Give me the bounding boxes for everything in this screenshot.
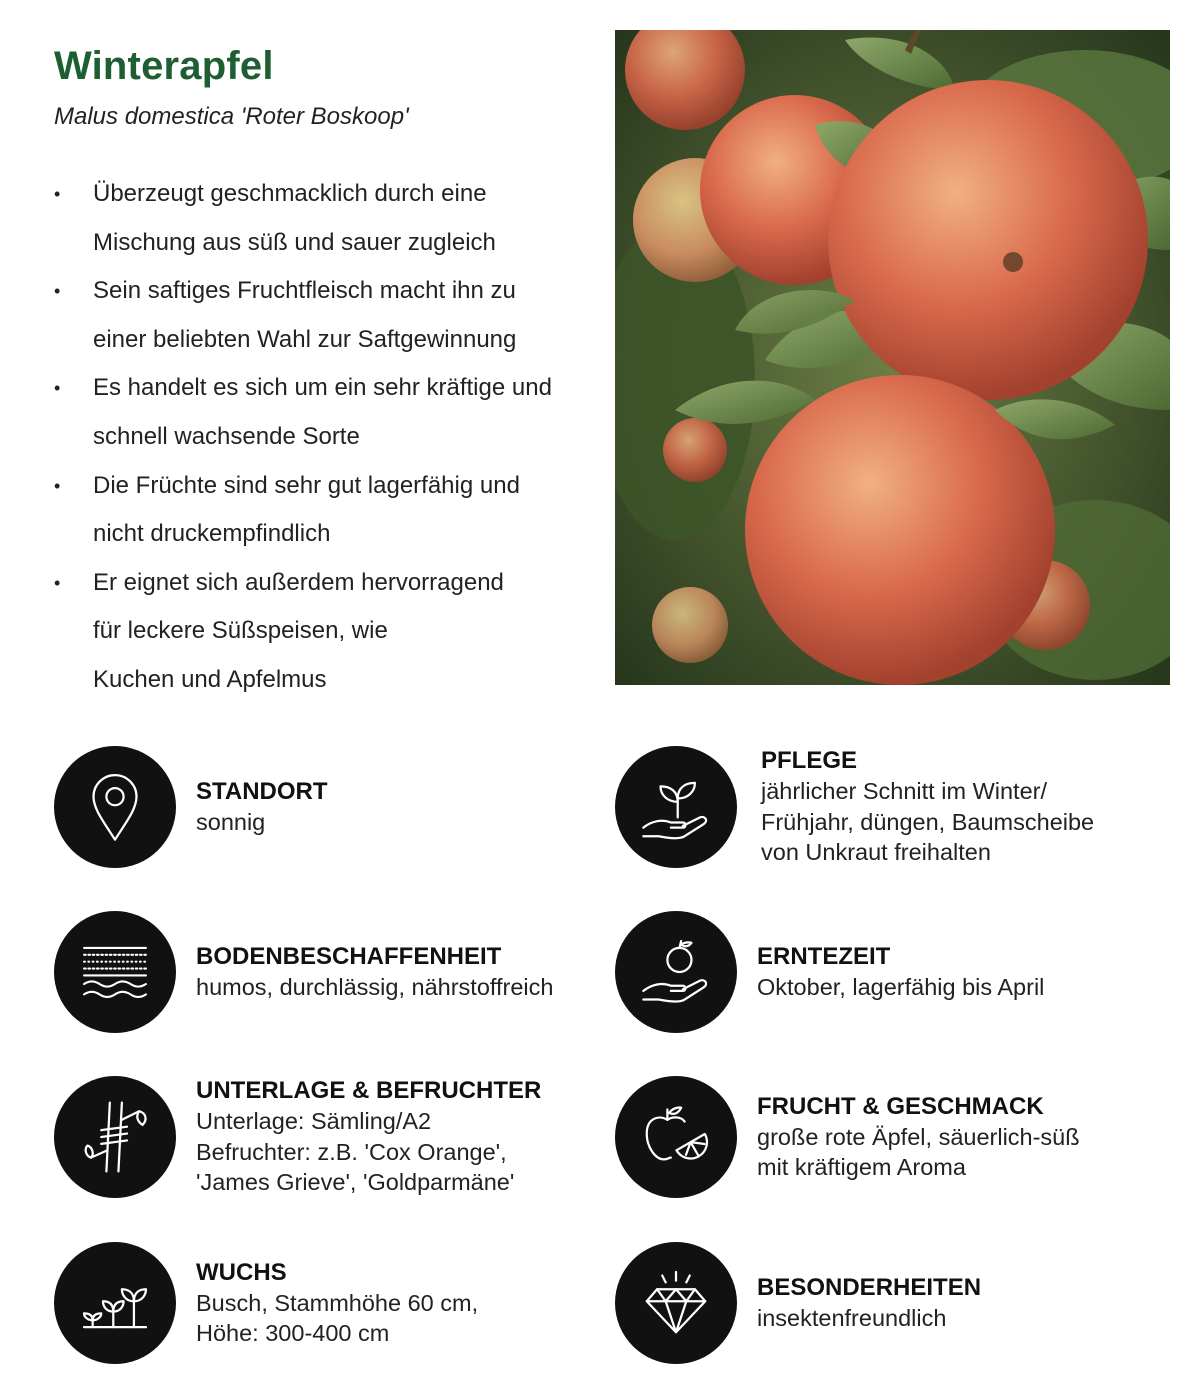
apple-orange-icon: [615, 1076, 737, 1198]
page-title: Winterapfel: [54, 44, 274, 88]
feature-bodenbeschaffenheit: [54, 911, 553, 1033]
feature-text: Busch, Stammhöhe 60 cm, Höhe: 300-400 cm: [196, 1289, 479, 1346]
soil-layers-icon: [54, 911, 176, 1033]
growth-sprouts-icon: [54, 1242, 176, 1364]
feature-text: große rote Äpfel, säuerlich-süß mit kräftigem Aroma: [757, 1123, 1080, 1180]
feature-title: ERNTEZEIT: [757, 942, 891, 970]
feature-title: UNTERLAGE & BEFRUCHTER: [196, 1077, 542, 1105]
bullet-item: • Sein saftiges Fruchtfleisch macht ihn zu einer beliebten Wahl zur Saftgewinnung: [54, 267, 594, 364]
feature-erntezeit: [615, 911, 1044, 1033]
botanical-name: Malus domestica 'Roter Boskoop': [54, 103, 409, 130]
feature-title: STANDORT: [196, 777, 328, 805]
feature-bullet-list: [54, 170, 594, 705]
feature-frucht-geschmack: [615, 1076, 1080, 1198]
graft-icon: [54, 1076, 176, 1198]
feature-unterlage-befruchter: [54, 1076, 541, 1198]
feature-text: humos, durchlässig, nährstoffreich: [196, 973, 554, 1000]
feature-text: Unterlage: Sämling/A2 Befruchter: z.B. 'Cox Orange', 'James Grieve', 'Goldparmäne': [196, 1108, 515, 1196]
diamond-icon: [615, 1242, 737, 1364]
plant-in-hand-icon: [615, 746, 737, 868]
bullet-item: • Die Früchte sind sehr gut lagerfähig und nicht druckempfindlich: [54, 462, 594, 559]
location-pin-icon: [54, 746, 176, 868]
fruit-in-hand-icon: [615, 911, 737, 1033]
feature-title: BODENBESCHAFFENHEIT: [196, 942, 502, 970]
feature-wuchs: [54, 1242, 478, 1364]
bullet-item: • Überzeugt geschmacklich durch eine Mischung aus süß und sauer zugleich: [54, 170, 594, 267]
feature-standort: [54, 746, 328, 868]
apple-photo: [615, 30, 1170, 685]
bullet-item: • Er eignet sich außerdem hervorragend für leckere Süßspeisen, wie Kuchen und Apfelmus: [54, 559, 594, 705]
feature-text: insektenfreundlich: [757, 1304, 947, 1331]
feature-title: BESONDERHEITEN: [757, 1273, 982, 1301]
feature-text: Oktober, lagerfähig bis April: [757, 973, 1045, 1000]
feature-besonderheiten: [615, 1242, 981, 1364]
feature-title: WUCHS: [196, 1258, 287, 1286]
feature-title: PFLEGE: [761, 747, 858, 775]
feature-pflege: [615, 746, 1094, 868]
feature-title: FRUCHT & GESCHMACK: [757, 1092, 1044, 1120]
bullet-item: • Es handelt es sich um ein sehr kräftige und schnell wachsende Sorte: [54, 364, 594, 461]
feature-text: jährlicher Schnitt im Winter/ Frühjahr, düngen, Baumscheibe von Unkraut freihalten: [761, 778, 1095, 866]
feature-text: sonnig: [196, 808, 266, 835]
